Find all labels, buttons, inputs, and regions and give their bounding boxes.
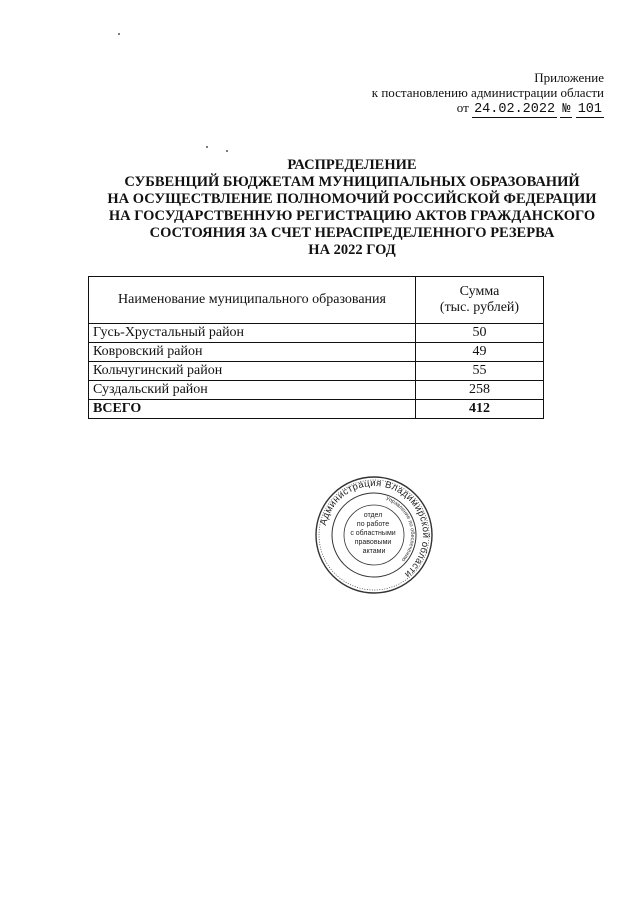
scan-speck	[118, 33, 120, 35]
municipality-name: Кольчугинский район	[89, 362, 416, 381]
table-total-row	[89, 400, 544, 419]
date-prefix: от	[456, 100, 469, 115]
appendix-date-line	[372, 100, 604, 117]
municipality-name: Гусь-Хрустальный район	[89, 324, 416, 343]
municipality-name: Суздальский район	[89, 381, 416, 400]
seal-center-line: с областными	[350, 530, 396, 537]
municipality-sum: 55	[416, 362, 544, 381]
header-sum-label: Сумма	[459, 284, 500, 299]
seal-center-line: по работе	[356, 521, 390, 528]
header-municipality: Наименование муниципального образования	[89, 277, 416, 324]
total-sum: 412	[416, 400, 544, 419]
seal-center-line: актами	[362, 548, 386, 555]
table-row	[89, 362, 544, 381]
municipality-sum: 49	[416, 343, 544, 362]
scan-speck	[206, 146, 208, 148]
table-header-row	[89, 277, 544, 324]
header-sum-unit: (тыс. рублей)	[439, 300, 520, 315]
title-line: СУБВЕНЦИЙ БЮДЖЕТАМ МУНИЦИПАЛЬНЫХ ОБРАЗОВАНИЙ	[124, 174, 580, 190]
table-row	[89, 343, 544, 362]
table-row	[89, 381, 544, 400]
resolution-number: 101	[577, 102, 602, 117]
title-line: НА 2022 ГОД	[308, 242, 396, 258]
document-title	[60, 157, 640, 259]
distribution-table	[88, 276, 544, 419]
title-line: СОСТОЯНИЯ ЗА СЧЕТ НЕРАСПРЕДЕЛЕННОГО РЕЗЕРВА	[149, 225, 555, 241]
municipality-sum: 258	[416, 381, 544, 400]
official-seal	[314, 475, 434, 595]
table-row	[89, 324, 544, 343]
scan-speck	[226, 150, 228, 152]
title-line: НА ОСУЩЕСТВЛЕНИЕ ПОЛНОМОЧИЙ РОССИЙСКОЙ ФЕДЕРАЦИИ	[107, 191, 597, 207]
title-line: НА ГОСУДАРСТВЕННУЮ РЕГИСТРАЦИЮ АКТОВ ГРАЖДАНСКОГО	[108, 208, 596, 224]
appendix-block	[372, 70, 604, 117]
resolution-date: 24.02.2022	[474, 102, 556, 117]
seal-inner-ring-text: Управление по обеспечению	[384, 496, 416, 563]
municipality-sum: 50	[416, 324, 544, 343]
header-sum	[416, 277, 544, 324]
seal-center-line: правовыми	[354, 539, 392, 546]
municipality-name: Ковровский район	[89, 343, 416, 362]
seal-center-line: отдел	[363, 512, 383, 519]
appendix-resolution: к постановлению администрации области	[371, 85, 604, 100]
seal-outer-text: Администрация Владимирской области	[318, 477, 432, 580]
appendix-label: Приложение	[534, 70, 604, 85]
title-line: РАСПРЕДЕЛЕНИЕ	[287, 157, 417, 173]
seal-center-text	[350, 512, 397, 555]
number-sign: №	[562, 102, 571, 117]
total-label: ВСЕГО	[89, 400, 416, 419]
